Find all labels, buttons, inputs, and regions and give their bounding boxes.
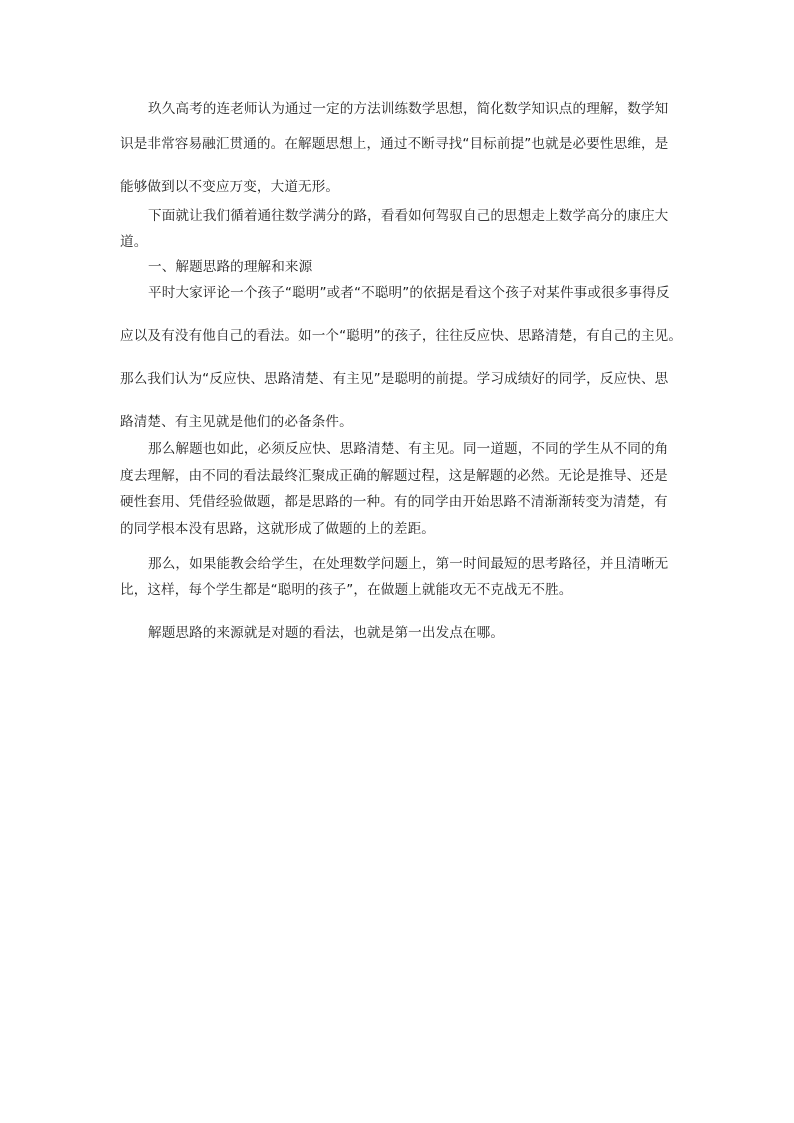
paragraph-3-line-2: 应以及有没有他自己的看法。如一个“聪明”的孩子，往往反应快、思路清楚，有自己的主见。 bbox=[120, 328, 683, 344]
paragraph-4-line-2: 度去理解，由不同的看法最终汇聚成正确的解题过程，这是解题的必然。无论是推导、还是 bbox=[120, 468, 668, 484]
paragraph-5-line-1: 那么，如果能教会给学生，在处理数学问题上，第一时间最短的思考路径，并且清晰无 bbox=[148, 556, 669, 572]
paragraph-4-line-3: 硬性套用、凭借经验做题，都是思路的一种。有的同学由开始思路不清渐渐转变为清楚，有 bbox=[120, 494, 668, 510]
section-heading: 一、解题思路的理解和来源 bbox=[148, 259, 313, 275]
paragraph-1-line-2: 识是非常容易融汇贯通的。在解题思想上，通过不断寻找“目标前提”也就是必要性思维，是 bbox=[120, 136, 669, 152]
paragraph-4-line-4: 的同学根本没有思路，这就形成了做题的上的差距。 bbox=[120, 521, 435, 537]
paragraph-3-line-1: 平时大家评论一个孩子“聪明”或者“不聪明”的依据是看这个孩子对某件事或很多事得反 bbox=[148, 285, 670, 301]
paragraph-2-line-1: 下面就让我们循着通往数学满分的路，看看如何驾驭自己的思想走上数学高分的康庄大 bbox=[148, 208, 669, 224]
paragraph-6-line-1: 解题思路的来源就是对题的看法，也就是第一出发点在哪。 bbox=[148, 625, 505, 641]
paragraph-1-line-3: 能够做到以不变应万变，大道无形。 bbox=[120, 179, 340, 195]
paragraph-2-line-2: 道。 bbox=[120, 234, 148, 250]
paragraph-3-line-3: 那么我们认为“反应快、思路清楚、有主见”是聪明的前提。学习成绩好的同学，反应快、思 bbox=[120, 371, 669, 387]
paragraph-5-line-2: 比，这样，每个学生都是“聪明的孩子”，在做题上就能攻无不克战无不胜。 bbox=[120, 582, 573, 598]
paragraph-4-line-1: 那么解题也如此，必须反应快、思路清楚、有主见。同一道题，不同的学生从不同的角 bbox=[148, 441, 669, 457]
paragraph-1-line-1: 玖久高考的连老师认为通过一定的方法训练数学思想，简化数学知识点的理解，数学知 bbox=[148, 101, 669, 117]
paragraph-3-line-4: 路清楚、有主见就是他们的必备条件。 bbox=[120, 414, 353, 430]
